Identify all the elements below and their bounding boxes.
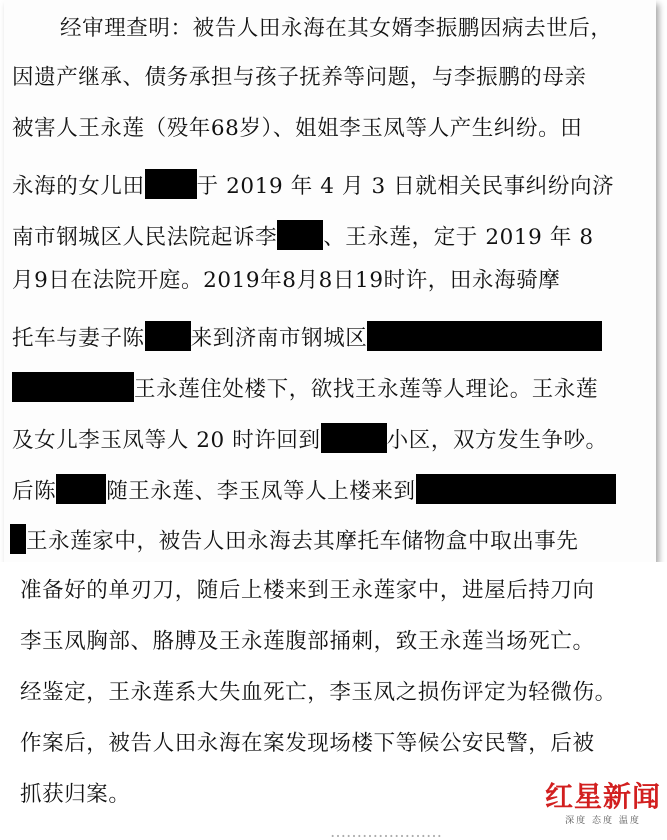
text-line-1: 经审理查明：被告人田永海在其女婿李振鹏因病去世后，: [60, 16, 613, 41]
text-segment: 南市钢城区人民法院起诉李: [12, 225, 278, 250]
redaction-bar: [321, 423, 387, 453]
text-line-14: 经鉴定，王永莲系大失血死亡，李玉凤之损伤评定为轻微伤。: [20, 680, 617, 705]
text-line-15: 作案后，被告人田永海在案发现场楼下等候公安民警，后被: [20, 731, 595, 756]
cutoff-next-line: …………………: [330, 822, 442, 840]
text-segment: 小区，双方发生争吵。: [386, 428, 608, 453]
text-line-10: [12, 474, 616, 504]
text-segment: 来到济南市钢城区: [190, 326, 368, 351]
text-line-8: [12, 372, 598, 402]
text-segment: 王永莲家中，被告人田永海去其摩托车储物盒中取出事先: [26, 529, 579, 554]
text-segment: 于 2019 年 4 月 3 日就相关民事纠纷向济: [196, 174, 615, 199]
text-line-7: [12, 321, 602, 351]
text-line-13: 李玉凤胸部、胳膊及王永莲腹部捅刺，致王永莲当场死亡。: [20, 629, 595, 654]
text-line-2: 因遗产继承、债务承担与孩子抚养等问题，与李振鹏的母亲: [12, 65, 587, 90]
text-line-5: [12, 220, 594, 250]
text-line-11: [10, 524, 579, 554]
watermark-logo: [544, 780, 661, 826]
text-line-3: 被害人王永莲（殁年68岁）、姐姐李玉凤等人产生纠纷。田: [12, 116, 583, 141]
text-segment: 随王永莲、李玉凤等人上楼来到: [106, 479, 416, 504]
redaction-bar: [277, 220, 323, 250]
redaction-bar: [145, 169, 197, 199]
redaction-bar: [416, 474, 616, 504]
redaction-bar: [56, 474, 106, 504]
text-line-6: 月9日在法院开庭。2019年8月8日19时许，田永海骑摩: [12, 268, 561, 293]
watermark-brand: 红星新闻: [544, 780, 661, 813]
text-segment: 托车与妻子陈: [12, 326, 145, 351]
redaction-bar: [367, 321, 602, 351]
redaction-bar: [10, 524, 26, 554]
text-line-12: 准备好的单刃刀，随后上楼来到王永莲家中，进屋后持刀向: [20, 578, 595, 603]
text-segment: 王永莲住处楼下，欲找王永莲等人理论。王永莲: [134, 377, 599, 402]
text-segment: 及女儿李玉凤等人 20 时许回到: [12, 428, 321, 453]
redaction-bar: [12, 372, 134, 402]
text-segment: 永海的女儿田: [12, 174, 145, 199]
text-segment: 、王永莲，定于 2019 年 8: [323, 225, 594, 250]
text-line-4: [12, 169, 614, 199]
redaction-bar: [145, 321, 191, 351]
document-page-upper: [4, 0, 656, 562]
text-line-16: 抓获归案。: [20, 782, 131, 807]
text-segment: 后陈: [12, 479, 57, 504]
watermark-subtitle: 深度 态度 温度: [565, 816, 641, 826]
text-line-9: [12, 423, 608, 453]
